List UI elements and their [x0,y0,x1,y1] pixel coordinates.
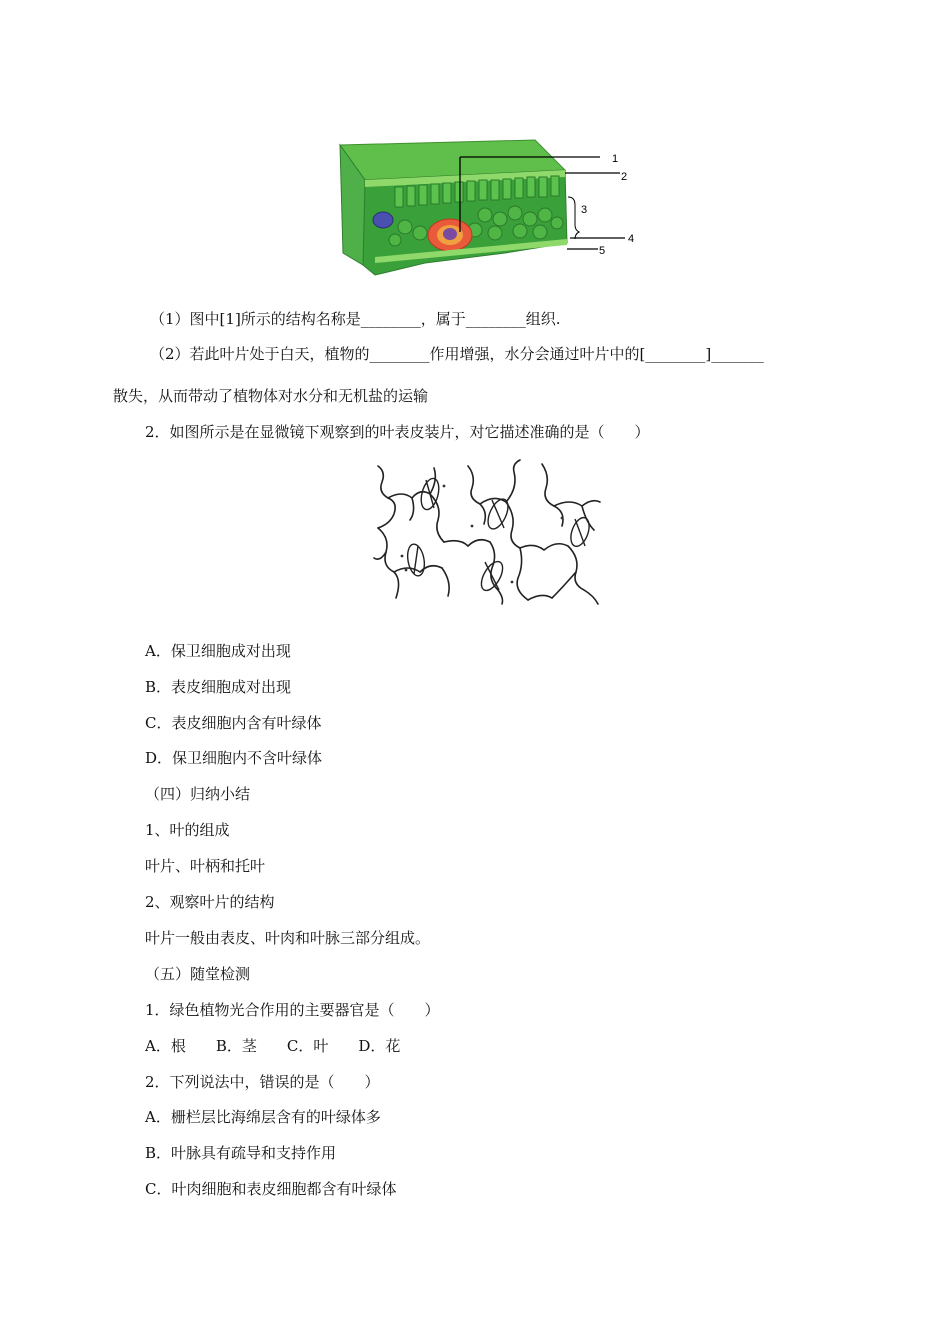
q2-option-a: A．保卫细胞成对出现 [145,642,291,660]
test-q2-option-c: C．叶肉细胞和表皮细胞都含有叶绿体 [145,1180,397,1198]
q2-stem: 2．如图所示是在显微镜下观察到的叶表皮装片，对它描述准确的是（ ） [145,423,650,441]
figure1-label-5: 5 [599,245,606,257]
leaf-cross-section-figure [335,135,645,285]
q1-part2-line2: 散失，从而带动了植物体对水分和无机盐的运输 [113,387,429,405]
q2-option-c: C．表皮细胞内含有叶绿体 [145,714,322,732]
figure1-label-4: 4 [628,233,635,245]
summary-item2-text: 叶片一般由表皮、叶肉和叶脉三部分组成。 [145,929,431,947]
test-q1-options: A．根 B．茎 C．叶 D．花 [145,1037,401,1055]
test-heading: （五）随堂检测 [145,965,251,983]
q2-option-d: D．保卫细胞内不含叶绿体 [145,749,323,767]
figure1-label-2: 2 [621,171,628,183]
summary-item1-title: 1、叶的组成 [145,821,230,839]
figure1-label-1: 1 [612,153,619,165]
q1-part1: （1）图中[1]所示的结构名称是________，属于________组织. [150,310,561,328]
figure1-label-3: 3 [581,204,588,216]
summary-heading: （四）归纳小结 [145,785,251,803]
test-q2-option-b: B．叶脉具有疏导和支持作用 [145,1144,337,1162]
summary-item2-title: 2、观察叶片的结构 [145,893,275,911]
summary-item1-text: 叶片、叶柄和托叶 [145,857,266,875]
q2-option-b: B．表皮细胞成对出现 [145,678,292,696]
test-q1-stem: 1．绿色植物光合作用的主要器官是（ ） [145,1001,440,1019]
test-q2-option-a: A．栅栏层比海绵层含有的叶绿体多 [145,1108,381,1126]
test-q2-stem: 2．下列说法中，错误的是（ ） [145,1073,380,1091]
q1-part2-line1: （2）若此叶片处于白天，植物的________作用增强，水分会通过叶片中的[________]_______ [150,345,764,363]
leaf-epidermis-figure [372,458,604,606]
